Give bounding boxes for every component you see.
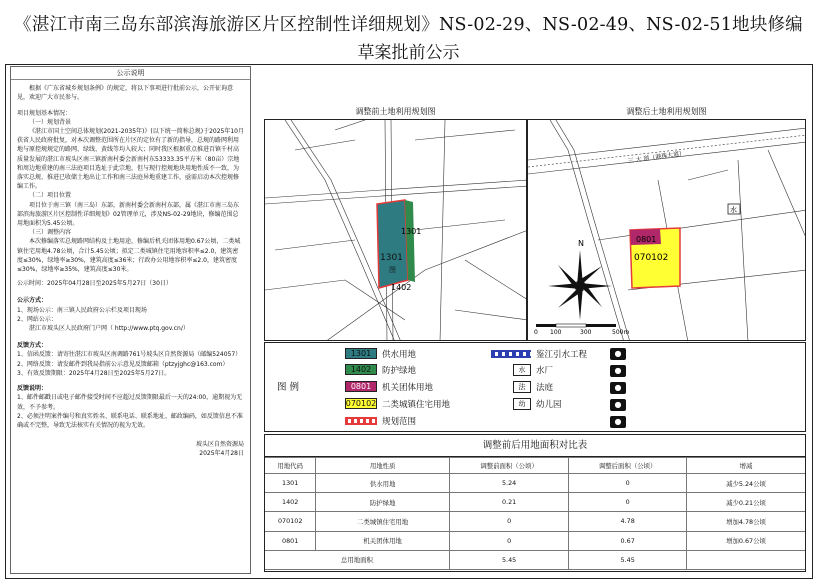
- scale-label-2: 300: [580, 329, 592, 336]
- cell-before: 0.21: [449, 493, 569, 512]
- cell-before: 0: [449, 531, 569, 550]
- table-header-before: 调整前面积（公顷）: [449, 458, 569, 474]
- community-service-icon: ●: [610, 399, 626, 411]
- cell-type: 机关团体用地: [316, 531, 449, 550]
- legend-item-boundary: [345, 414, 416, 427]
- legend-label-070102: 二类城镇住宅用地: [382, 399, 451, 410]
- document-title-line1: 《湛江市南三岛东部滨海旅游区片区控制性详细规划》NS-02-29、NS-02-49、NS-02-51地块修编: [14, 15, 803, 35]
- cell-change: 增加4.78公顷: [686, 512, 805, 531]
- legend-swatch-070102: 070102: [345, 399, 377, 408]
- comparison-table: [265, 457, 805, 570]
- map-before-label-main: 1301: [380, 253, 403, 263]
- legend-label-boundary: 规划范围: [382, 416, 417, 427]
- legend-item-1301: [345, 347, 416, 360]
- notice-adj-text: 本次修编落实总规路网结构及土地用途，修编后机关团体用地0.67公顷、二类城镇住宅用地4.78公顷，合计5.45公顷；拟定二类城镇住宅用地容积率≤2.0，建筑密度≤30%，绿地率≥30%，建筑高度≤36米；行政办公用地容积率≤2.0，建筑密度≤30%，绿地率≥35%，建筑高度≤30米。: [17, 238, 241, 274]
- legend-label-1402: 防护绿地: [382, 365, 417, 376]
- document-title-line2: 草案批前公示: [357, 43, 460, 63]
- map-legend: [264, 342, 806, 432]
- notice-method-1: 1、现场公示：南三镇人民政府公示栏及项目现场: [17, 306, 147, 314]
- cell-type: 供水用地: [316, 474, 449, 493]
- legend-item-070102: [345, 397, 450, 410]
- map-after-road-label: 三 大 道（港珠大道）: [627, 150, 686, 165]
- map-after: [527, 119, 806, 341]
- legend-label-court: 法庭: [536, 382, 554, 393]
- scale-label-3: 500m: [612, 329, 630, 336]
- map-before: [264, 119, 527, 341]
- table-header-code: 用地代码: [265, 458, 316, 474]
- table-row: [265, 512, 805, 531]
- legend-item-canal: [491, 347, 587, 360]
- table-header-type: 用地性质: [316, 458, 449, 474]
- map-before-title: 调整前土地利用规划图: [355, 107, 436, 116]
- legend-item-community-service: [610, 398, 631, 411]
- notice-feedback-3: 3、有效反馈期限：2025年4月28日至2025年5月27日。: [17, 369, 171, 377]
- map-before-label-br: 1402: [391, 283, 412, 292]
- kindergarten-icon: 幼: [513, 398, 531, 410]
- notice-intro: 根据《广东省城乡规划条例》的规定，将以下事项进行批前公示，公开征询意见，欢迎广大市民参与。: [17, 85, 234, 102]
- map-before-drawing: [265, 120, 527, 341]
- table-header-change: 增减: [686, 458, 805, 474]
- cell-after: 0: [569, 493, 687, 512]
- area-comparison-table: [264, 434, 806, 572]
- cell-code: 1301: [265, 474, 316, 493]
- notice-note-1: 1、邮件邮戳日或电子邮件接受时间不应超过反馈期限最后一天的24:00，逾期视为无效，不予参考。: [17, 394, 243, 411]
- legend-item-0801: [345, 380, 433, 393]
- map-after-water-icon: 水: [730, 206, 737, 214]
- map-after-title: 调整后土地利用规划图: [626, 107, 707, 116]
- table-row: [265, 493, 805, 512]
- table-title: 调整前后用地面积对比表: [265, 435, 805, 457]
- notice-note-2: 2、必须注明案件编号和真实姓名、联系电话、联系地址、邮政编码，如反馈信息不准确或不完整，导致无法核实有关情况的视为无效。: [17, 412, 243, 429]
- scale-label-0: 0: [534, 329, 538, 336]
- legend-canal-line: [491, 350, 531, 358]
- map-before-label-main-sub: 图: [389, 266, 396, 274]
- scale-bar: [536, 324, 616, 327]
- notice-method-2b: 湛江市坡头区人民政府门户网（ http://www.ptq.gov.cn/）: [29, 325, 189, 333]
- cell-change: 增加0.67公顷: [686, 531, 805, 550]
- legend-item-recycle: [610, 381, 631, 394]
- notice-method-2: 2、网站公示：: [17, 315, 57, 323]
- notice-sign-date: 2025年4月28日: [199, 450, 244, 458]
- legend-item-court: [513, 380, 553, 393]
- map-after-label-top: 0801: [636, 235, 657, 244]
- legend-item-activity: [610, 347, 631, 360]
- cell-code: 1402: [265, 493, 316, 512]
- cell-change: 减少5.24公顷: [686, 474, 805, 493]
- notice-method-title: 公示方式：: [17, 297, 48, 305]
- cell-total-before: 5.45: [449, 550, 569, 569]
- notice-loc-title: （二）项目位置: [29, 192, 72, 200]
- notice-bg-text: 《湛江市国土空间总体规划(2021-2035年)》(以下统一简称总规)于2025年10月获省人民政府批复，对本次调整范围所在片区的定位有了新的指导，总规的路网利用地与原控规规定的路网、绿线、黄线等均入较大；同时我区根据重点推进百镇千村高质量发展的湛江市坡头区南三镇新南村委会新南村东53333.35平方米（80亩）宗地和周边地重建的南三法庭项目选址于此宗地，但与现行控规地块用地性质不一致，为落实总规、推进已收储土地出让工作和南三法庭异地重建工作，亟需启动本次控规修编工作。: [17, 128, 244, 191]
- legend-item-waterworks: [513, 363, 553, 376]
- scale-label-1: 100: [550, 329, 562, 336]
- cell-code: 070102: [265, 512, 316, 531]
- legend-label-waterworks: 水厂: [536, 365, 554, 376]
- legend-boundary-line: [345, 417, 377, 425]
- notice-feedback-2: 2、网络反馈：请发邮件到我局指前公示意见反馈邮箱（ptzyjghc@163.com）: [17, 360, 229, 368]
- north-arrow-icon: [548, 250, 612, 320]
- cell-total-after: 5.45: [569, 550, 687, 569]
- legend-swatch-1301: 1301: [345, 348, 377, 359]
- legend-label-kindergarten: 幼儿园: [536, 399, 562, 410]
- recycle-icon: ●: [610, 382, 626, 394]
- map-before-label-tl: 1301: [401, 227, 422, 236]
- table-row: [265, 474, 805, 493]
- cell-code: 0801: [265, 531, 316, 550]
- court-icon: 法: [513, 381, 531, 393]
- north-label: N: [578, 239, 584, 248]
- legend-item-kindergarten: [513, 397, 562, 410]
- elderly-care-icon: ●: [610, 365, 626, 377]
- map-after-drawing: [528, 120, 806, 341]
- notice-panel: [10, 66, 251, 574]
- notice-loc-text: 项目位于南三镇（南三岛）东部，新南村委会新南村东部，属《湛江市南三岛东部滨海旅游区片区控制性详细规划》02管理单元，涉及NS-02-29地块，修编范围总用地面积为5.45公顷。: [17, 201, 240, 228]
- cell-type: 防护绿地: [316, 493, 449, 512]
- notice-heading: 公示说明: [11, 67, 250, 80]
- cell-before: 0: [449, 512, 569, 531]
- table-header-row: [265, 458, 805, 474]
- legend-swatch-1402: 1402: [345, 364, 377, 375]
- table-total-row: [265, 550, 805, 569]
- legend-item-bank: [610, 415, 631, 428]
- notice-feedback-title: 反馈方式：: [17, 342, 48, 350]
- map-after-label-mid: 070102: [634, 253, 669, 263]
- cell-after: 4.78: [569, 512, 687, 531]
- notice-bg-title: （一）规划背景: [29, 118, 72, 126]
- notice-period: 公示时间：2025年04月28日至2025年5月27日（30日）: [17, 280, 172, 288]
- legend-label-0801: 机关团体用地: [382, 382, 434, 393]
- bank-icon: ●: [610, 416, 626, 428]
- cell-after: 0: [569, 474, 687, 493]
- cell-total-change: [686, 550, 805, 569]
- notice-adj-title: （三）调整内容: [29, 229, 72, 237]
- notice-notes-title: 反馈说明：: [17, 385, 48, 393]
- legend-title: 图 例: [277, 382, 300, 393]
- water-plant-icon: 水: [513, 364, 531, 376]
- legend-label-canal: 鉴江引水工程: [536, 349, 588, 360]
- activity-venue-icon: ●: [610, 348, 626, 360]
- cell-after: 0.67: [569, 531, 687, 550]
- legend-swatch-0801: 0801: [345, 381, 377, 392]
- table-row: [265, 531, 805, 550]
- table-header-after: 调整后面积（公顷）: [569, 458, 687, 474]
- cell-type: 二类城镇住宅用地: [316, 512, 449, 531]
- notice-basic: 项目规划基本情况：: [17, 109, 72, 117]
- notice-feedback-1: 1、信函反馈：请寄往湛江市坡头区南调路761号坡头区自然资源局（邮编524057）: [17, 351, 242, 359]
- cell-total-label: 总用地面积: [265, 550, 449, 569]
- notice-sign-org: 坡头区自然资源局: [195, 441, 244, 449]
- legend-label-1301: 供水用地: [382, 349, 417, 360]
- cell-before: 5.24: [449, 474, 569, 493]
- parcel-1301-before: [377, 200, 408, 288]
- legend-item-elderly: [610, 364, 631, 377]
- legend-item-1402: [345, 363, 416, 376]
- cell-change: 减少0.21公顷: [686, 493, 805, 512]
